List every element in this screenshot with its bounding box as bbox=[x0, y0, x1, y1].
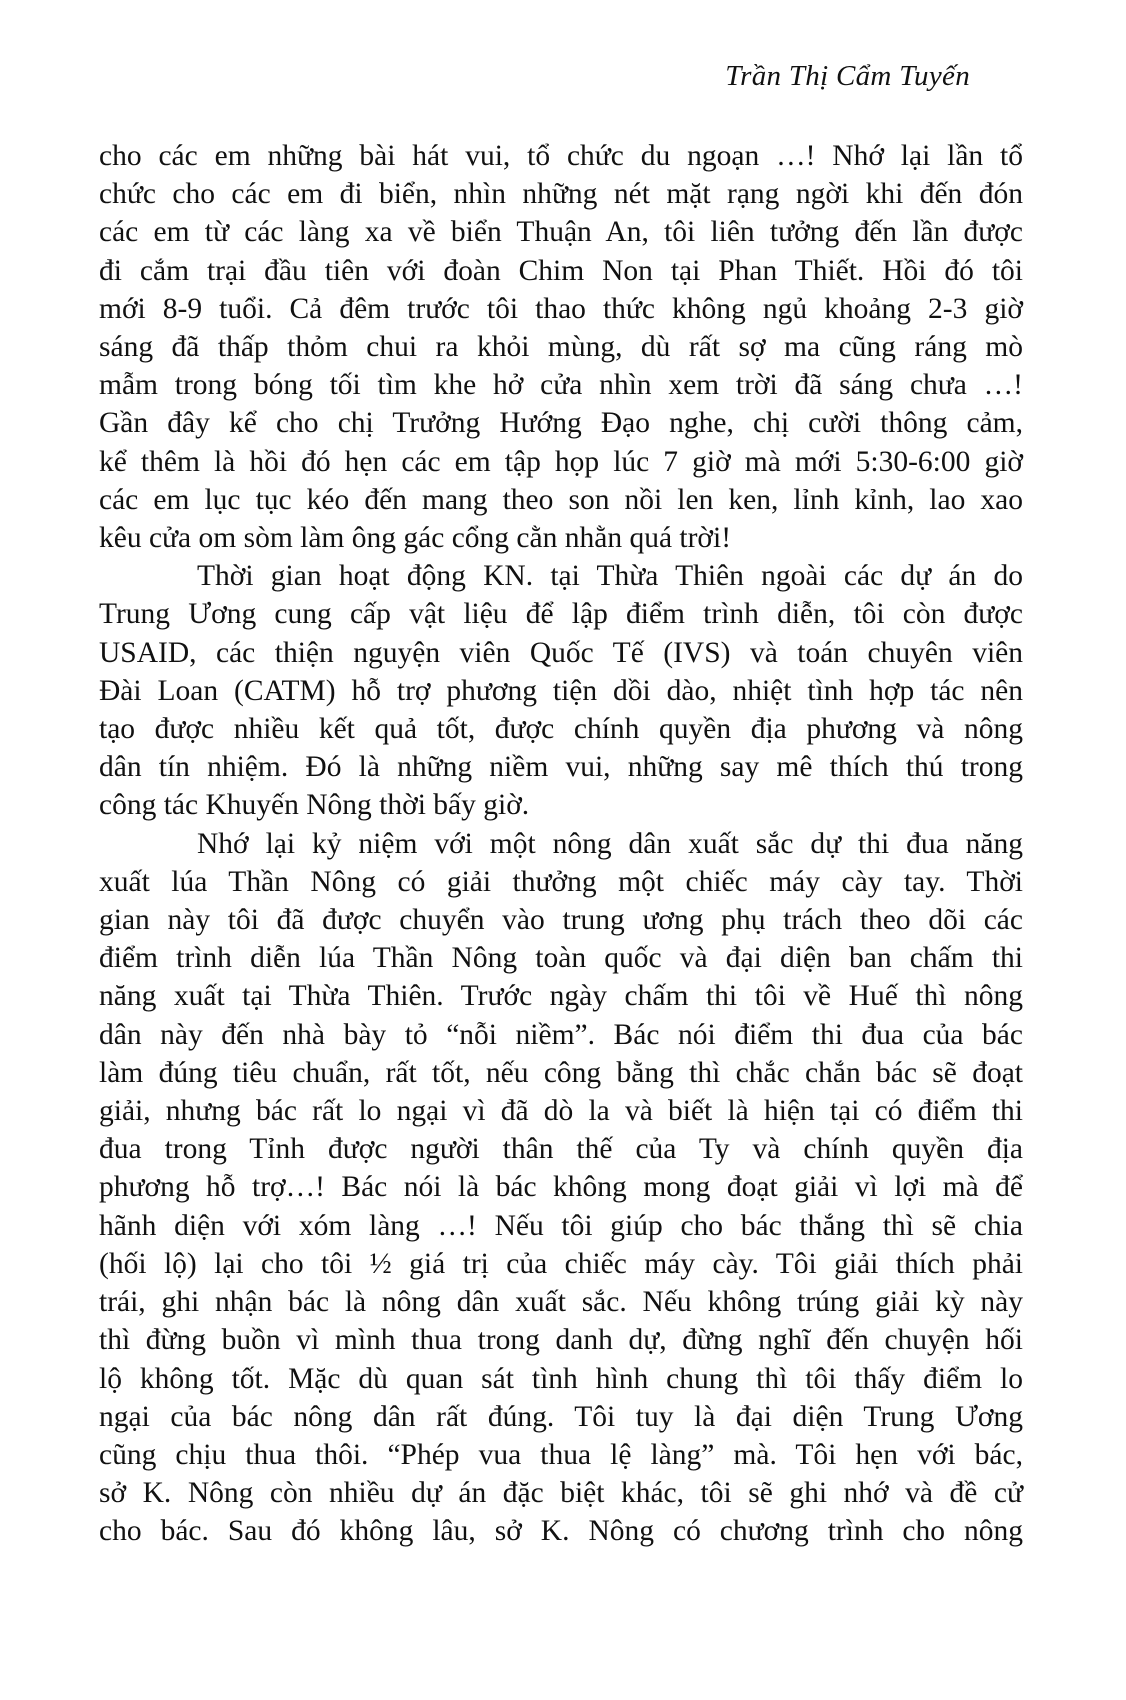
text-line: chức cho các em đi biển, nhìn những nét mặt rạng ngời khi đến đón bbox=[99, 178, 1023, 211]
text-line: cho các em những bài hát vui, tổ chức du ngoạn …! Nhớ lại lần tổ bbox=[99, 140, 1023, 172]
text-line: sở K. Nông còn nhiều dự án đặc biệt khác, tôi sẽ ghi nhớ và đề cử bbox=[99, 1477, 1023, 1510]
paragraph-first-line: Nhớ lại kỷ niệm với một nông dân xuất sắc dự thi đua năng bbox=[197, 827, 1023, 860]
text-line: trái, ghi nhận bác là nông dân xuất sắc. Nếu không trúng giải kỳ này bbox=[99, 1286, 1023, 1319]
text-line: phương hỗ trợ…! Bác nói là bác không mong đoạt giải vì lợi mà để bbox=[99, 1171, 1023, 1204]
text-line: điểm trình diễn lúa Thần Nông toàn quốc và đại diện ban chấm thi bbox=[99, 942, 1023, 975]
text-line: dân này đến nhà bày tỏ “nỗi niềm”. Bác nói điểm thi đua của bác bbox=[99, 1018, 1023, 1051]
text-line: Gần đây kể cho chị Trưởng Hướng Đạo nghe, chị cười thông cảm, bbox=[99, 407, 1023, 440]
text-line: hãnh diện với xóm làng …! Nếu tôi giúp cho bác thắng thì sẽ chia bbox=[99, 1209, 1023, 1242]
text-line: ngại của bác nông dân rất đúng. Tôi tuy là đại diện Trung Ương bbox=[99, 1400, 1023, 1433]
text-line: năng xuất tại Thừa Thiên. Trước ngày chấm thi tôi về Huế thì nông bbox=[99, 980, 1023, 1013]
text-line: (hối lộ) lại cho tôi ½ giá trị của chiếc máy cày. Tôi giải thích phải bbox=[99, 1247, 1023, 1280]
text-line: đua trong Tỉnh được người thân thế của Ty và chính quyền địa bbox=[99, 1133, 1023, 1166]
text-line: USAID, các thiện nguyện viên Quốc Tế (IVS) và toán chuyên viên bbox=[99, 636, 1023, 669]
running-header-author: Trần Thị Cẩm Tuyến bbox=[725, 60, 970, 92]
text-line: làm đúng tiêu chuẩn, rất tốt, nếu công bằng thì chắc chắn bác sẽ đoạt bbox=[99, 1056, 1023, 1089]
paragraph-first-line: Thời gian hoạt động KN. tại Thừa Thiên ngoài các dự án do bbox=[197, 560, 1023, 593]
text-line: giải, nhưng bác rất lo ngại vì đã dò la và biết là hiện tại có điểm thi bbox=[99, 1095, 1023, 1128]
text-line: mẫm trong bóng tối tìm khe hở cửa nhìn xem trời đã sáng chưa …! bbox=[99, 369, 1023, 402]
text-line: kể thêm là hồi đó hẹn các em tập họp lúc 7 giờ mà mới 5:30-6:00 giờ bbox=[99, 445, 1023, 478]
text-line: mới 8-9 tuổi. Cả đêm trước tôi thao thức không ngủ khoảng 2-3 giờ bbox=[99, 292, 1023, 325]
text-line: Trung Ương cung cấp vật liệu để lập điểm trình diễn, tôi còn được bbox=[99, 598, 1023, 631]
text-line: cũng chịu thua thôi. “Phép vua thua lệ làng” mà. Tôi hẹn với bác, bbox=[99, 1438, 1023, 1471]
text-line: gian này tôi đã được chuyển vào trung ương phụ trách theo dõi các bbox=[99, 904, 1023, 937]
text-line: dân tín nhiệm. Đó là những niềm vui, những say mê thích thú trong bbox=[99, 751, 1023, 784]
paragraph-end-line: công tác Khuyến Nông thời bấy giờ. bbox=[99, 789, 530, 822]
text-line: tạo được nhiều kết quả tốt, được chính quyền địa phương và nông bbox=[99, 713, 1023, 746]
text-line: thì đừng buồn vì mình thua trong danh dự, đừng nghĩ đến chuyện hối bbox=[99, 1324, 1023, 1357]
text-line: lộ không tốt. Mặc dù quan sát tình hình chung thì tôi thấy điểm lo bbox=[99, 1362, 1023, 1395]
text-line: Đài Loan (CATM) hỗ trợ phương tiện dồi dào, nhiệt tình hợp tác nên bbox=[99, 674, 1023, 707]
text-line: đi cắm trại đầu tiên với đoàn Chim Non tại Phan Thiết. Hồi đó tôi bbox=[99, 254, 1023, 287]
text-line: xuất lúa Thần Nông có giải thưởng một chiếc máy cày tay. Thời bbox=[99, 865, 1023, 898]
paragraph-end-line: kêu cửa om sòm làm ông gác cổng cằn nhằn quá trời! bbox=[99, 522, 732, 555]
text-line: cho bác. Sau đó không lâu, sở K. Nông có chương trình cho nông bbox=[99, 1515, 1023, 1548]
body-text bbox=[99, 137, 1023, 1551]
text-line: các em từ các làng xa về biển Thuận An, tôi liên tưởng đến lần được bbox=[99, 216, 1023, 249]
text-line: các em lục tục kéo đến mang theo son nồi len ken, lỉnh kỉnh, lao xao bbox=[99, 483, 1023, 516]
text-line: sáng đã thấp thỏm chui ra khỏi mùng, dù rất sợ ma cũng ráng mò bbox=[99, 331, 1023, 364]
